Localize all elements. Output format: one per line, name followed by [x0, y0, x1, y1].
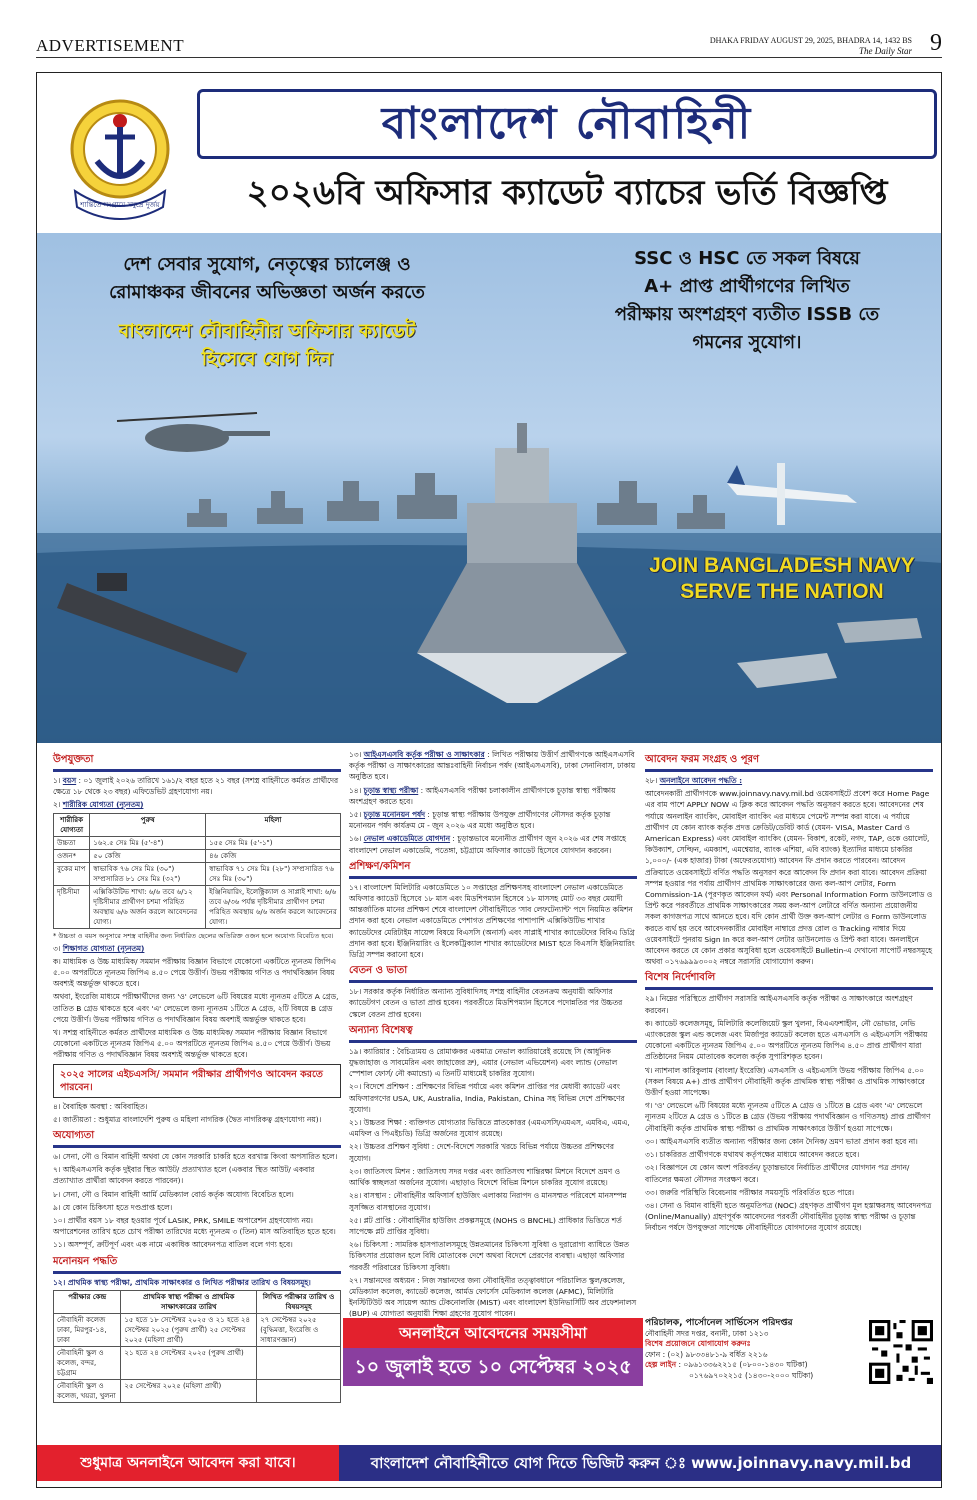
ad-footer — [37, 1393, 942, 1488]
section-training-title: প্রশিক্ষণ/কমিশন — [349, 859, 637, 879]
item-34: ৩৪। সেনা ও বিমান বাহিনী হতে অনুমতিপত্র (NOC) গ্রহণকৃত প্রার্থীগণ মূল হস্তাক্ষরসহ আবেদনপত্র (Online/Manually) গ্রহণপূর্বক আবেদনের পরবর্তী নৌবাহিনীর চূড়ান্ত স্বাস্থ্য পরীক্ষা ও চূড়ান্ত নির্বাচন পর্ষদে উপযুক্ততা সাপেক্ষে নৌবাহিনীতে যোগদানের সুযোগ রয়েছে। — [645, 1200, 932, 1233]
item-22: ২২। উচ্চতর প্রশিক্ষণ সুবিধা : দেশে-বিদেশে সরকারি খরচে বিভিন্ন পর্যায়ে উচ্চতর প্রশিক্ষণের সুযোগ। — [349, 1142, 614, 1163]
item-16-text: চূড়ান্তভাবে মনোনীত প্রার্থীগণ জুন ২০২৬ এর শেষ সপ্তাহে বাংলাদেশ নেভাল একাডেমি, পতেঙ্গা, চট্টগ্রামে অফিসার ক্যাডেট হিসেবে যোগদান করবেন। — [349, 834, 626, 855]
section-selection-title: মনোনয়ন পদ্ধতি — [53, 1254, 341, 1274]
ineligible-9: ৯। যে কোন চিকিৎসা হতে দণ্ডপ্রাপ্ত হলে। — [53, 1202, 173, 1212]
item-29c: গ। 'ও' লেভেলে ৬টি বিষয়ের মধ্যে ন্যূনতম ৫টিতে A গ্রেড ও ১টিতে B গ্রেড এবং 'এ' লেভেলে ন্যূনতম ২টিতে A গ্রেড ও ১টিতে B গ্রেড (উভয় পরীক্ষায় পদার্থবিজ্ঞান ও গণিতসহ) প্রাপ্ত প্রার্থীগণ নৌবাহিনী কর্তৃক প্রাথমিক স্বাস্থ্য পরীক্ষা ও প্রাথমিক সাক্ষাৎকারে উত্তীর্ণ হওয়া সাপেক্ষে। — [645, 1101, 931, 1133]
physical-table-cell: উচ্চতা — [54, 836, 90, 849]
hero-left-yellow2: হিসেবে যোগ দিন — [201, 348, 333, 370]
title-band — [37, 73, 942, 233]
physical-table-cell: বুকের মাপ — [54, 862, 90, 885]
physical-table-cell: এক্সিকিউটিভ শাখা: ৬/৬ তবে ৬/১২ দৃষ্টিসীমার প্রার্থীগণ চশমা পরিহিত অবস্থায় ৬/৬ অর্জন করলে আবেদনের যোগ্য। — [90, 885, 206, 928]
hero-right-line2: A+ প্রাপ্ত প্রার্থীগণের লিখিত — [644, 276, 850, 297]
item-28: ২৮। অনলাইনে আবেদন পদ্ধতি : — [645, 776, 743, 785]
exam-table-cell: নৌবাহিনী স্কুল ও কলেজ, খয়রা, খুলনা — [54, 1379, 121, 1402]
physical-table-cell: দৃষ্টিসীমা — [54, 885, 90, 928]
item-15: ১৫। চূড়ান্ত মনোনয়ন পর্ষদ : চূড়ান্ত স্বাস্থ্য পরীক্ষায় উপযুক্ত প্রার্থীগণের নৌসদর কর্তৃক চূড়ান্ত মনোনয়ন পর্ষদ কার্যক্রম মে - জুন ২০২৬ এর মধ্যে অনুষ্ঠিত হবে। — [349, 810, 611, 831]
phone-label: ফোন — [645, 1349, 661, 1359]
exam-table-cell: নৌবাহিনী স্কুল ও কলেজ, বন্দর, চট্টগ্রাম — [54, 1346, 121, 1379]
crest-motto: শান্তিতে সংগ্রামে সমুদ্রে দুর্জয় — [80, 201, 160, 209]
hero-left-line1: দেশ সেবার সুযোগ, নেতৃত্বের চ্যালেঞ্জ ও — [123, 254, 411, 275]
nationality: ৫। জাতীয়তা : শুধুমাত্র বাংলাদেশি পুরুষ ও মহিলা নাগরিক (দ্বৈত নাগরিকত্ব গ্রহণযোগ্য নয়)। — [53, 1114, 322, 1124]
item-17: ১৭। বাংলাদেশ মিলিটারি একাডেমিতে ১০ সপ্তাহের প্রশিক্ষণসহ বাংলাদেশ নেভাল একাডেমিতে অফিসার ক্যাডেট হিসেবে ১৮ মাস এবং মিডশিপম্যান হিসেবে ১৮ মাসসহ মোট ৩৩ বছর মেয়াদী আন্তর্জাতিক মানের প্রশিক্ষণ শেষে বাংলাদেশ নৌবাহিনীতে 'সাব লেফটেন্যান্ট' পদে নিয়মিত কমিশন প্রদান করা হবে। নেভাল একাডেমিতে পেশাগত প্রশিক্ষণের পাশাপাশি এক্সিকিউটিভ শাখার ক্যাডেটদের মেরিটাইম সায়েন্স বিষয়ে বিএসসি (অনার্স) এবং সাপ্লাই শাখার ক্যাডেটদের বিবিএ ডিগ্রি প্রদান করা হবে। ইঞ্জিনিয়ারিং ও ইলেকট্রিক্যাল শাখার ক্যাডেটদের MIST হতে বিএসসি ইঞ্জিনিয়ারিং ডিগ্রি সম্পন্ন করানো হবে। — [349, 882, 635, 960]
exam-table-row — [54, 1313, 341, 1346]
physical-table-row — [54, 836, 341, 849]
section-features-title: অন্যান্য বিশেষত্ব — [349, 1023, 637, 1043]
physical-table-cell: ইঞ্জিনিয়ারিং, ইলেক্ট্রিক্যাল ও সাপ্লাই শাখা: ৬/৬ তবে ৬/৩৬ পর্যন্ত দৃষ্টিসীমার প্রার্থীগণ চশমা পরিহিত অবস্থায় ৬/৬ অর্জন করলে আবেদনের যোগ্য। — [206, 885, 341, 928]
navy-crest-icon — [55, 91, 185, 221]
exam-table-cell: নৌবাহিনী কলেজ ঢাকা, মিরপুর-১৪, ঢাকা — [54, 1313, 121, 1346]
contact-special-need: বিশেষ প্রয়োজনে যোগাযোগ করুনঃ — [645, 1339, 751, 1348]
phone-number[interactable]: : (০২) ৯৮৩৩৪৮১-৯ বর্ধিত ২২১৬ — [662, 1349, 768, 1359]
column-eligibility — [53, 749, 341, 1406]
hero-right-line3: পরীক্ষায় অংশগ্রহণ ব্যতীত ISSB তে — [614, 304, 880, 325]
join-navy-slogan — [637, 553, 927, 605]
exam-table-cell: ২১ হতে ২৪ সেপ্টেম্বর ২০২৫ (পুরুষ প্রার্থী) — [121, 1346, 257, 1379]
physical-table-row — [54, 862, 341, 885]
education-label: শিক্ষাগত যোগ্যতা (ন্যূনতম) — [62, 943, 145, 953]
item-31: ৩১। চাকরিরত প্রার্থীগণকে যথাযথ কর্তৃপক্ষের মাধ্যমে আবেদন করতে হবে। — [645, 1150, 860, 1160]
join-line2: SERVE THE NATION — [680, 580, 884, 603]
section-label: ADVERTISEMENT — [36, 36, 185, 55]
item-age: ১। বয়স : ০১ জুলাই ২০২৬ তারিখে ১৬১/২ বছর হতে ২১ বছর (সশস্ত্র বাহিনীতে কর্মরত প্রার্থীদের ক্ষেত্রে ১৮ থেকে ২৩ বছর) এফিডেভিট গ্রহণযোগ্য নয়। — [53, 776, 339, 797]
paper-name: The Daily Star — [859, 46, 912, 56]
hsc-candidates-note: ২০২৫ সালের এইচএসসি/ সমমান পরীক্ষার প্রার্থীগণও আবেদন করতে পারবেন। — [53, 1064, 341, 1098]
hero-right-line4: গমনের সুযোগ। — [692, 332, 802, 353]
contact-box — [645, 1318, 933, 1390]
qr-code-icon[interactable] — [869, 1320, 933, 1384]
ineligible-8: ৮। সেনা, নৌ ও বিমান বাহিনী আর্মি মেডিক্যাল বোর্ড কর্তৃক অযোগ্য বিবেচিত হলে। — [53, 1189, 294, 1199]
item-29: ২৯। নিম্নের পরিস্থিতে প্রার্থীগণ সরাসরি আইএসএসবি কর্তৃক পরীক্ষা ও সাক্ষাৎকারে অংশগ্রহণ করবেন। — [645, 994, 913, 1015]
physical-table-cell: ওজন* — [54, 849, 90, 862]
physical-table-header-2: মহিলা — [206, 813, 341, 836]
hero-left-text — [67, 251, 467, 373]
item-24: ২৪। বাসস্থান : নৌবাহিনীর অফিসার্স হাউজিং এলাকায় নিরাপদ ও মানসম্মত পরিবেশে মানসম্পন্ন সুসজ্জিত বাসস্থানের সুযোগ। — [349, 1191, 627, 1212]
application-deadline — [343, 1318, 643, 1390]
ad-title: বাংলাদেশ নৌবাহিনী — [197, 89, 937, 159]
item-33: ৩৩। জরুরি পরিস্থিতি বিবেচনায় পরীক্ষার সময়সূচি পরিবর্তিত হতে পারে। — [645, 1187, 855, 1197]
item-28-text: আবেদনকারী প্রার্থীগণকে www.joinnavy.navy.mil.bd ওয়েবসাইটে প্রবেশ করে Home Page এর বাম পাশে APPLY NOW এ ক্লিক করে আবেদন পদ্ধতি অনুসরণ করতে হবে। আবেদনের শেষ পর্যায়ে অনলাইন ব্যাংকিং, মোবাইল ব্যাংকিং এর মাধ্যমে পেমেন্ট সম্পন্ন করা যাবে। এ পর্যায়ে প্রার্থীগণ যে কোন ব্যাংক কর্তৃক প্রদত্ত ক্রেডিট/ডেবিট কার্ড (যেমন- VISA, Master Card ও American Express) এবং মোবাইল ব্যাংকিং (যেমন- বিকাশ, রকেট, নগদ, TAP, ওকে ওয়ালেট, কিউক্যাশ, সেল্ফিন, এমক্যাশ, এমশ্বেয়ার, ব্যাংক এশিয়া, এবি ব্যাংক) ইত্যাদির মাধ্যমে চাকরির ১,০০০/- (এক হাজার) টাকা (অফেরতযোগ্য) আবেদন ফি প্রদান করতে পারবেন। আবেদন প্রক্রিয়াতে ওয়েবসাইটে বর্ণিত পদ্ধতি অনুসরণ করে আবেদন ফি প্রদান করা যাবে। আবেদন প্রক্রিয়া সম্পন্ন হওয়ার পর পর্যায় প্রার্থীগণ প্রাথমিক সাক্ষাৎকারের জন্য কল-আপ লেটার, Form Commission-1A (পূরণকৃত আবেদন ফর্ম) এবং Personal Information Form ডাউনলোড ও প্রিন্ট করে পরবর্তীতে প্রাথমিক সাক্ষাৎকারের সময় কল-আপ লেটারে বর্ণিত অন্যান্য প্রয়োজনীয় সকল কাগজপত্র সাথে আনতে হবে। যদি কোন প্রার্থী উক্ত কল-আপ লেটার ও Form ডাউনলোড করতে ব্যর্থ হয় তবে আবেদনকারীর মোবাইল নাম্বারে প্রদত্ত রোল ও Tracking নাম্বার দিয়ে ওয়েবসাইটে পুনরায় Sign In করে কল-আপ লেটার ডাউনলোড ও প্রিন্ট করা যাবে। অনলাইনে আবেদন করতে যে কোন প্রকার অসুবিধা হলে ওয়েবসাইটে Bulletin-এ দেখানো সাপোর্ট নম্বরসমূহে অথবা ০১৭৬৯৯৯৩০০২ নম্বরে সরাসরি যোগাযোগ করুন। — [645, 789, 933, 967]
online-only-banner: শুধুমাত্র অনলাইনে আবেদন করা যাবে। — [37, 1445, 339, 1481]
physical-table-cell: স্বাভাবিক ৭১ সেঃ মিঃ (২৮") সম্প্রসারিত ৭৬ সেঃ মিঃ (৩০") — [206, 862, 341, 885]
education-b: খ। সশস্ত্র বাহিনীতে কর্মরত প্রার্থীদের মাধ্যমিক ও উচ্চ মাধ্যমিক/ সমমান পরীক্ষায় বিজ্ঞান বিভাগে যেকোনো একটিতে ন্যূনতম জিপিএ ৫.০০ অপরটিতে ন্যূনতম জিপিএ ৪.৫০ পেয়ে উত্তীর্ণ। উভয় পরীক্ষায় গণিত ও পদার্থবিজ্ঞান বিষয় অবশ্যই অন্তর্ভুক্ত থাকতে হবে। — [53, 1028, 331, 1060]
exam-table-cell — [257, 1346, 341, 1379]
item-15-label: চূড়ান্ত মনোনয়ন পর্ষদ — [363, 810, 426, 820]
physical-table-header-0: শারীরিক যোগ্যতা — [54, 813, 90, 836]
education-a: ক। মাধ্যমিক ও উচ্চ মাধ্যমিক/ সমমান পরীক্ষায় বিজ্ঞান বিভাগে যেকোনো একটিতে ন্যূনতম জিপিএ ৫.০০ অপরটিতে ন্যূনতম জিপিএ ৪.৫০ পেয়ে উত্তীর্ণ। উভয় পরীক্ষায় গণিত ও পদার্থবিজ্ঞান বিষয় অবশ্যই অন্তর্ভুক্ত থাকতে হবে। — [53, 956, 336, 989]
physical-table-header-1: পুরুষ — [90, 813, 206, 836]
item-18: ১৮। সরকার কর্তৃক নির্ধারিত অন্যান্য সুবিধাদিসহ সশস্ত্র বাহিনীর বেতনক্রম অনুযায়ী অফিসার ক্যাডেটগণ বেতন ও ভাতা প্রাপ্ত হবেন। পরবর্তীতে মিডশিপম্যান হিসেবে পদোন্নতির পর উচ্চতর স্কেলে বেতন প্রাপ্ত হবেন। — [349, 987, 623, 1019]
item-28-label: অনলাইনে আবেদন পদ্ধতি : — [659, 776, 743, 785]
page-number: 9 — [930, 30, 942, 56]
ineligible-10: ১০। প্রার্থীর বয়স ১৮ বছর হওয়ার পূর্বে LASIK, PRK, SMILE অপারেশন গ্রহণযোগ্য নয়। অপারেশনের তারিখ হতে চোখ পরীক্ষা তারিখের মধ্যে ন্যূনতম ৩ (তিন) মাস অতিবাহিত হতে হবে। — [53, 1216, 336, 1237]
visit-website-banner[interactable]: বাংলাদেশ নৌবাহিনীতে যোগ দিতে ভিজিট করুন ঃ www.joinnavy.navy.mil.bd — [339, 1445, 942, 1481]
help-label: হেল্প লাইন — [645, 1360, 677, 1369]
physical-table-cell: স্বাভাবিক ৭৬ সেঃ মিঃ (৩০") সম্প্রসারিত ৮১ সেঃ মিঃ (৩২") — [90, 862, 206, 885]
item-29b: খ। ন্যাশনাল কারিকুলাম (বাংলা/ ইংরেজি) এসএসসি ও এইচএসসি উভয় পরীক্ষায় জিপিএ ৫.০০ (সকল বিষয়ে A+) প্রাপ্ত প্রার্থীগণ নৌবাহিনী কর্তৃক প্রাথমিক স্বাস্থ্য পরীক্ষা ও প্রাথমিক সাক্ষাৎকারে উত্তীর্ণ হওয়া সাপেক্ষে। — [645, 1065, 925, 1098]
section-special-title: বিশেষ নির্দেশাবলি — [645, 970, 933, 990]
hero-left-yellow1: বাংলাদেশ নৌবাহিনীর অফিসার ক্যাডেট — [118, 320, 416, 342]
deadline-dates: ১০ জুলাই হতে ১০ সেপ্টেম্বর ২০২৫ — [343, 1348, 643, 1386]
item-26: ২৬। চিকিৎসা : সামরিক হাসপাতালসমূহে উন্নতমানের চিকিৎসা সুবিধা ও দুরারোগ্য ব্যাধিতে উন্নত চিকিৎসার প্রয়োজন হলে বিধি মোতাবেক দেশে অথবা বিদেশে প্রেরণের ব্যবস্থা। এছাড়া অফিসার পরবর্তী পরিবারের চিকিৎসা সুবিধা। — [349, 1240, 629, 1272]
item-30: ৩০। আইএসএসবি ব্যতীত অন্যান্য পরীক্ষার জন্য কোন দৈনিক/ ভ্রমণ ভাতা প্রদান করা হবে না। — [645, 1136, 918, 1146]
selection-12: ১২। প্রাথমিক স্বাস্থ্য পরীক্ষা, প্রাথমিক সাক্ষাৎকার ও লিখিত পরীক্ষার তারিখ ও বিষয়সমূহ। — [53, 1277, 311, 1287]
section-eligibility-title: উপযুক্ততা — [53, 752, 341, 772]
item-20: ২০। বিদেশে প্রশিক্ষণ : প্রশিক্ষণের বিভিন্ন পর্যায়ে এবং কমিশন প্রাপ্তির পর মেধাবী ক্যাডেট এবং অফিসারগণের USA, UK, Australia, India, Pakistan, China সহ বিভিন্ন দেশে প্রশিক্ষণের সুযোগ। — [349, 1082, 625, 1114]
item-13-text: লিখিত পরীক্ষায় উত্তীর্ণ প্রার্থীগণকে আইএসএসবি কর্তৃক পরীক্ষা ও সাক্ষাৎকারের আন্তঃবাহিনী নির্বাচন পর্ষদ (আইএসএসবি), ঢাকা সেনানিবাস, ঢাকায় অনুষ্ঠিত হবে। — [349, 750, 636, 782]
help-number-1[interactable]: : ০৯৬১৩৩৬২২১৫ (০৮০০-১৪৩০ ঘটিকা) — [678, 1360, 808, 1369]
item-14-label: চূড়ান্ত স্বাস্থ্য পরীক্ষা — [363, 785, 419, 795]
physical-table-cell: ৪৬ কেজি — [206, 849, 341, 862]
exam-table-header-2: লিখিত পরীক্ষার তারিখ ও বিষয়সমূহ — [257, 1290, 341, 1313]
column-application — [645, 749, 933, 1236]
item-21: ২১। উচ্চতর শিক্ষা : ব্যক্তিগত যোগ্যতার ভিত্তিতে স্নাতকোত্তর (এমএসসি/এমএস, এমবিএ, এমএ, এমফিল ও পিএইচডি) ডিগ্রি অর্জনের সুযোগ রয়েছে। — [349, 1118, 630, 1139]
hero-image — [37, 233, 942, 743]
exam-table-header-0: পরীক্ষার কেন্দ্র — [54, 1290, 121, 1313]
item-14-text: আইএসএসবি পরীক্ষা চলাকালীন প্রার্থীগণকে চূড়ান্ত স্বাস্থ্য পরীক্ষায় অংশগ্রহণ করতে হবে। — [349, 785, 616, 806]
education-or: অথবা, ইংরেজি মাধ্যমে পরীক্ষার্থীদের জন্য 'ও' লেভেলে ৬টি বিষয়ের মধ্যে ন্যূনতম ৫টিতে A গ্রেড, তাতিত B গ্রেড থাকতে হবে এবং 'এ' লেভেলে জন্য ন্যূনতম ১টিতে A গ্রেড, ২টি বিষয়ে B গ্রেড পেয়ে উত্তীর্ণ। উভয় পরীক্ষায় গণিত ও পদার্থবিজ্ঞান বিষয় অবশ্যই অন্তর্ভুক্ত থাকতে হবে। — [53, 992, 339, 1024]
physical-requirements-table — [53, 813, 341, 929]
item-education: ৩। শিক্ষাগত যোগ্যতা (ন্যূনতম) — [53, 943, 145, 953]
physical-label: শারীরিক যোগ্যতা (ন্যূনতম) — [62, 800, 144, 810]
navy-advertisement — [36, 72, 942, 1488]
section-salary-title: বেতন ও ভাতা — [349, 963, 637, 983]
age-label: বয়স — [62, 776, 77, 785]
deadline-label: অনলাইনে আবেদনের সময়সীমা — [343, 1318, 643, 1348]
item-25: ২৫। প্লট প্রাপ্তি : নৌবাহিনীর হাউজিং প্রকল্পসমূহে (NOHS ও BNCHL) প্রাধিকার ভিত্তিতে শর্ত সাপেক্ষে প্লট প্রাপ্তির সুবিধা। — [349, 1215, 622, 1236]
item-32: ৩২। বিজ্ঞাপনে যে কোন অংশ পরিবর্তন/ চূড়ান্তভাবে নির্বাচিত প্রার্থীদের যোগদান পত্র প্রদান/ বাতিলের ক্ষমতা নৌসদর সংরক্ষণ করে। — [645, 1163, 910, 1184]
item-16-label: নেভাল একাডেমিতে যোগদান — [363, 834, 451, 844]
column-process — [349, 749, 637, 1322]
help-number-2[interactable]: ০১৭৬৯৭০২২১৫ (১৪৩০-২০০০ ঘটিকা) — [689, 1370, 814, 1380]
contact-address: নৌবাহিনী সদর দপ্তর, বনানী, ঢাকা ১২১৩ — [645, 1328, 769, 1338]
physical-table-cell: ১৬২.৫ সেঃ মিঃ (৫'-৪") — [90, 836, 206, 849]
hero-right-line1: SSC ও HSC তে সকল বিষয়ে — [634, 248, 860, 269]
section-apply-title: আবেদন ফরম সংগ্রহ ও পূরণ — [645, 752, 933, 772]
ad-subtitle: ২০২৬বি অফিসার ক্যাডেট ব্যাচের ভর্তি বিজ্ঞপ্তি — [246, 173, 888, 213]
contact-title: পরিচালক, পার্সোনেল সার্ভিসেস পরিদপ্তর — [645, 1318, 793, 1328]
age-text: ০১ জুলাই ২০২৬ তারিখে ১৬১/২ বছর হতে ২১ বছর (সশস্ত্র বাহিনীতে কর্মরত প্রার্থীদের ক্ষেত্রে ১৮ থেকে ২৩ বছর) এফিডেভিট গ্রহণযোগ্য নয়। — [53, 776, 339, 797]
item-13: ১৩। আইএসএসবি কর্তৃক পরীক্ষা ও সাক্ষাৎকার : লিখিত পরীক্ষায় উত্তীর্ণ প্রার্থীগণকে আইএসএসবি কর্তৃক পরীক্ষা ও সাক্ষাৎকারের আন্তঃবাহিনী নির্বাচন পর্ষদ (আইএসএসবি), ঢাকা সেনানিবাস, ঢাকায় অনুষ্ঠিত হবে। — [349, 750, 636, 782]
exam-table-row — [54, 1346, 341, 1379]
aircraft-icon — [727, 463, 857, 525]
exam-table-cell: ১৫ হতে ১৮ সেপ্টেম্বর ২০২৫ ও ২১ হতে ২৪ সেপ্টেম্বর ২০২৫ (পুরুষ প্রার্থী) ২৫ সেপ্টেম্বর ২০২৫ (মহিলা প্রার্থী) — [121, 1313, 257, 1346]
exam-table-cell: ২৫ সেপ্টেম্বর ২০২৫ (মহিলা প্রার্থী) — [121, 1379, 257, 1402]
helicopter-icon — [117, 413, 270, 452]
item-15-text: চূড়ান্ত স্বাস্থ্য পরীক্ষায় উপযুক্ত প্রার্থীগণের নৌসদর কর্তৃক চূড়ান্ত মনোনয়ন পর্ষদ কার্যক্রম মে - জুন ২০২৬ এর মধ্যে অনুষ্ঠিত হবে। — [349, 810, 611, 831]
item-19: ১৯। ক্যারিয়ার : বৈচিত্র্যময় ও রোমাঞ্চকর একমাত্র নেভাল ক্যারিয়ারেই রয়েছে সি (আধুনিক যুদ্ধজাহাজ ও সাবমেরিন এবং জাহাজের দ্রু), এয়ার (নেভাল এভিয়েশন) এবং ল্যান্ড (নেভাল স্পেশাল ফোর্স/ নৌ কমান্ডো) এ তিনটি মাধ্যমেই চাকরির সুযোগ। — [349, 1046, 618, 1079]
dateline-text: DHAKA FRIDAY AUGUST 29, 2025, BHADRA 14, 1432 BS — [709, 36, 912, 45]
hero-right-text — [577, 245, 917, 357]
item-23: ২৩। জাতিসংঘ মিশন : জাতিসংঘ সদর দপ্তর এবং জাতিসংঘ শান্তিরক্ষা মিশনে বিদেশে ভ্রমণ ও আর্থিক স্বচ্ছলতা অর্জনের সুযোগ। এছাড়াও বিদেশে বিভিন্ন মিশনে চাকরির সুযোগ রয়েছে। — [349, 1166, 620, 1188]
item-13-label: আইএসএসবি কর্তৃক পরীক্ষা ও সাক্ষাৎকার — [363, 750, 485, 759]
ineligible-11: ১১। অসম্পূর্ণ, ক্রটিপূর্ণ এবং এক নামে একাধিক আবেদনপত্র বাতিল বলে গণ্য হবে। — [53, 1240, 293, 1250]
item-29a: ক। ক্যাডেট কলেজসমূহ, মিলিটারি কলেজিয়েট স্কুল খুলনা, বিএএফশাহীন, নৌ ভোভার, নেভি এ্যাংকরেজ স্কুল এন্ড কলেজ এবং মির্জাপুর ক্যাডেট কলেজ হতে এসএসসি ও এইচএসসি পরীক্ষায় যেকোনো একটিতে ন্যূনতম জিপিএ ৫.০০ অপরটিতে ন্যূনতম জিপিএ ৪.৫০ প্রাপ্ত প্রার্থীগণ যারা প্রতিষ্ঠানের নিয়ম মোতাবেক কলেজ কর্তৃক সুপারিশকৃত হবেন। — [645, 1018, 928, 1062]
item-27: ২৭। সন্তানদের অধ্যয়ন : নিজ সন্তানদের জন্য নৌবাহিনীর তত্ত্বাবধানে পরিচালিত স্কুল/কলেজ, মেডিক্যাল কলেজ, ক্যাডেট কলেজ, আর্মড ফোর্সেস মেডিক্যাল কলেজ (AFMC), মিলিটারি ইনস্টিটিউট অব সায়েন্স অ্যান্ড টেকনোলজি (MIST) এবং বাংলাদেশ ইউনিভার্সিটি অব প্রফেশনালস (BUP) এ যোগ্যতা অনুযায়ী শিক্ষা গ্রহণের সুযোগ পাবেন। — [349, 1275, 637, 1319]
item-physical: ২। শারীরিক যোগ্যতা (ন্যূনতম) — [53, 800, 144, 810]
exam-table-header-1: প্রাথমিক স্বাস্থ্য পরীক্ষা ও প্রাথমিক সাক্ষাৎকারের তারিখ — [121, 1290, 257, 1313]
join-line1: JOIN BANGLADESH NAVY — [649, 554, 915, 577]
physical-table-row — [54, 885, 341, 928]
newspaper-header — [36, 30, 942, 58]
physical-table-row — [54, 849, 341, 862]
distant-ships — [187, 473, 725, 529]
exam-schedule-table — [53, 1290, 341, 1403]
exam-table-cell: ২৭ সেপ্টেম্বর ২০২৫ (বুদ্ধিমত্তা, ইংরেজি ও সাধারণজ্ঞান) — [257, 1313, 341, 1346]
weight-note: * উচ্চতা ও বয়স অনুসারে সশস্ত্র বাহিনীর জন্য নির্ধারিত ছেলের অতিরিক্ত ওজন হলে অযোগ্য বিবেচিত হবে। — [53, 931, 334, 940]
item-16: ১৬। নেভাল একাডেমিতে যোগদান : চূড়ান্তভাবে মনোনীত প্রার্থীগণ জুন ২০২৬ এর শেষ সপ্তাহে বাংলাদেশ নেভাল একাডেমি, পতেঙ্গা, চট্টগ্রামে অফিসার ক্যাডেট হিসেবে যোগদান করবেন। — [349, 834, 626, 855]
ad-body — [37, 743, 942, 1400]
marital-status: ৪। বৈবাহিক অবস্থা : অবিবাহিত। — [53, 1101, 148, 1111]
ineligible-6: ৬। সেনা, নৌ ও বিমান বাহিনী অথবা যে কোন সরকারি চাকরি হতে বরখাস্ত কিংবা অপসারিত হলে। — [53, 1152, 338, 1162]
section-ineligible-title: অযোগ্যতা — [53, 1128, 341, 1148]
item-14: ১৪। চূড়ান্ত স্বাস্থ্য পরীক্ষা : আইএসএসবি পরীক্ষা চলাকালীন প্রার্থীগণকে চূড়ান্ত স্বাস্থ্য পরীক্ষায় অংশগ্রহণ করতে হবে। — [349, 785, 616, 806]
physical-table-cell: ৫০ কেজি — [90, 849, 206, 862]
ineligible-7: ৭। আইএসএসবি কর্তৃক দুইবার স্থিত আউট/ প্রত্যাখ্যাত হলে (একবার স্থিত আউট/ একবার প্রত্যাখ্যাত প্রার্থীরা আবেদন করতে পারবেন)। — [53, 1165, 315, 1186]
hero-left-line2: রোমাঞ্চকর জীবনের অভিজ্ঞতা অর্জন করতে — [109, 282, 425, 303]
dateline — [710, 36, 912, 56]
physical-table-cell: ১৫৫ সেঃ মিঃ (৫'-১") — [206, 836, 341, 849]
